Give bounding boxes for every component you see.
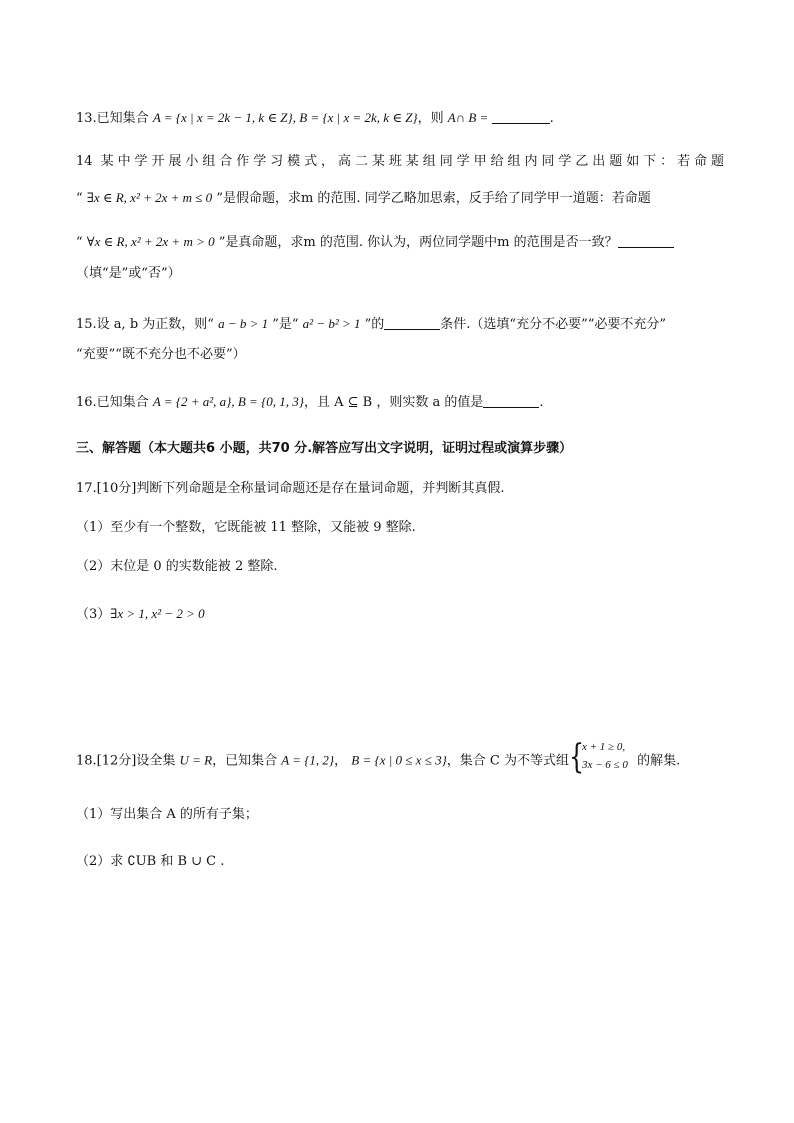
question-13 bbox=[76, 109, 724, 128]
q18-inequality-1: x + 1 ≥ 0, bbox=[582, 741, 626, 753]
q14-l2-rest: ”是假命题，求m 的范围. 同学乙略加思索，反手给了同学甲一道题：若命题 bbox=[212, 191, 651, 206]
question-15 bbox=[76, 315, 724, 334]
q13-answer-blank[interactable] bbox=[492, 111, 550, 124]
question-16 bbox=[76, 393, 724, 412]
q18-inequality-system bbox=[569, 737, 633, 777]
q15-condition-1: a − b > 1 bbox=[218, 316, 269, 331]
q17-item-2: （2）末位是 0 的实数能被 2 整除. bbox=[76, 559, 278, 574]
q14-answer-blank[interactable] bbox=[618, 235, 674, 248]
q18-end: 的解集. bbox=[633, 753, 681, 769]
q17-title: 17.[10分]判断下列命题是全称量词命题还是存在量词命题，并判断其真假. bbox=[76, 481, 505, 496]
q14-l3-rest: ”是真命题，求m 的范围. 你认为，两位同学题中m 的范围是否一致？ bbox=[214, 235, 618, 250]
q14-line-2 bbox=[76, 189, 724, 208]
q18-inequality-2: 3x − 6 ≤ 0 bbox=[582, 759, 628, 771]
q13-set-definition: A = {x | x = 2k − 1, k ∈ Z}, B = {x | x = 2k, k ∈ Z} bbox=[152, 110, 418, 125]
q14-l3-open: “ bbox=[76, 235, 87, 250]
q14-line-1: 14 某中学开展小组合作学习模式，高二某班某组同学甲给组内同学乙出题如下：若命题 bbox=[76, 154, 724, 169]
q18-universe: U = R bbox=[179, 752, 213, 768]
q16-end: . bbox=[539, 395, 544, 410]
q18-set-a: A = {1, 2} bbox=[281, 752, 335, 768]
q15-mid: ”是“ bbox=[268, 317, 303, 332]
q14-line-4: （填“是”或“否”） bbox=[76, 266, 181, 281]
q17-item-1: （1）至少有一个整数，它既能被 11 整除，又能被 9 整除. bbox=[76, 520, 416, 535]
q16-answer-blank[interactable] bbox=[483, 395, 539, 408]
q13-prefix: 13.已知集合 bbox=[76, 111, 153, 126]
q13-end: . bbox=[549, 111, 554, 126]
q15-tail: 条件.（选填“充分不必要”“必要不充分” bbox=[440, 317, 667, 332]
q18-set-b: B = {x | 0 ≤ x ≤ 3} bbox=[351, 752, 447, 768]
q15-condition-2: a² − b² > 1 bbox=[302, 316, 361, 331]
q18-item-2: （2）求 ∁UB 和 B ∪ C . bbox=[76, 854, 225, 869]
q15-answer-blank[interactable] bbox=[384, 317, 440, 330]
q14-proposition-2: ∀x ∈ R, x² + 2x + m > 0 bbox=[86, 234, 215, 249]
q17-item-3-label: （3） bbox=[76, 607, 111, 622]
q14-line-3 bbox=[76, 233, 724, 252]
q16-prefix: 16.已知集合 bbox=[76, 395, 153, 410]
q18-prefix: 18.[12分]设全集 bbox=[76, 753, 180, 769]
section-3-heading: 三、解答题（本大题共6 小题，共70 分.解答应写出文字说明，证明过程或演算步骤） bbox=[76, 441, 573, 456]
q15-line-2: “充要”“既不充分也不必要”） bbox=[76, 347, 246, 362]
q17-item-3-math: ∃x > 1, x² − 2 > 0 bbox=[110, 606, 205, 621]
q18-mid1: ，已知集合 bbox=[212, 753, 282, 769]
q15-rest: ”的 bbox=[360, 317, 385, 332]
q14-proposition-1: ∃x ∈ R, x² + 2x + m ≤ 0 bbox=[86, 190, 213, 205]
q14-l2-open: “ bbox=[76, 191, 87, 206]
q16-sets: A = {2 + a², a}, B = {0, 1, 3} bbox=[152, 394, 304, 409]
q18-mid3: ，集合 C 为不等式组 bbox=[446, 753, 569, 769]
q13-expression: A∩ B = bbox=[447, 110, 492, 125]
q16-mid: ，且 A ⊆ B ，则实数 a 的值是 bbox=[303, 395, 484, 410]
q17-item-3 bbox=[76, 605, 724, 624]
q18-brace: { bbox=[569, 737, 585, 777]
q13-middle: ，则 bbox=[417, 111, 448, 126]
q18-mid2: ， bbox=[334, 753, 352, 769]
question-18 bbox=[76, 737, 724, 777]
q18-item-1: （1）写出集合 A 的所有子集； bbox=[76, 807, 258, 822]
q15-prefix: 15.设 a, b 为正数，则“ bbox=[76, 317, 219, 332]
